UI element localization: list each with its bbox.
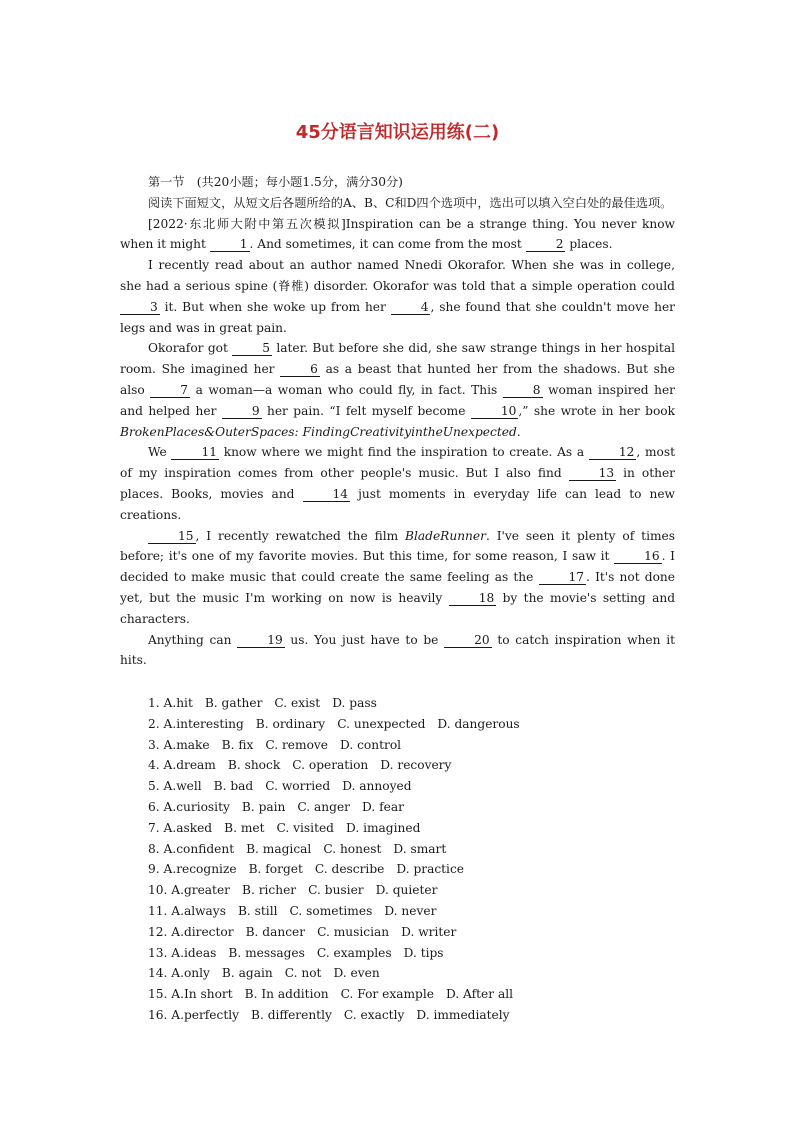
- option-d: D. After all: [445, 987, 514, 1002]
- book-title: BrokenPlaces&OuterSpaces: FindingCreativityintheUnexpected: [120, 424, 517, 439]
- text: woman inspired her and helped her: [120, 382, 675, 418]
- text: know where we might find the inspiration to create. As a: [218, 445, 589, 460]
- option-d: D. writer: [401, 924, 457, 939]
- question-number: 8.: [148, 841, 160, 856]
- section-heading: [120, 172, 675, 193]
- text: us. You just have to be: [284, 632, 445, 647]
- question-row: [148, 735, 675, 756]
- question-number: 14.: [148, 966, 168, 981]
- blank: 13: [569, 466, 617, 481]
- question-row: [148, 797, 675, 818]
- option-b: B. ordinary: [255, 716, 326, 731]
- question-row: [148, 755, 675, 776]
- text: just moments in everyday life can lead to new creations.: [120, 486, 675, 522]
- text: a woman—a woman who could fly, in fact. This: [190, 382, 503, 397]
- question-number: 16.: [148, 1007, 168, 1022]
- text: it. But when she woke up from her: [159, 299, 391, 314]
- option-c: C. honest: [323, 841, 382, 856]
- option-b: B. richer: [241, 883, 297, 898]
- text: . I decided to make music that could create the same feeling as the: [120, 549, 675, 585]
- question-number: 4.: [148, 758, 160, 773]
- option-a: A.dream: [163, 758, 216, 773]
- text: .: [516, 424, 521, 439]
- question-row: [148, 943, 675, 964]
- question-row: [148, 776, 675, 797]
- option-a: A.well: [163, 779, 202, 794]
- option-b: B. forget: [248, 862, 303, 877]
- option-d: D. control: [340, 737, 402, 752]
- option-b: B. gather: [204, 696, 263, 710]
- option-d: D. immediately: [416, 1007, 510, 1022]
- question-row: [148, 1005, 675, 1026]
- text: We: [148, 445, 172, 460]
- option-b: B. dancer: [245, 924, 306, 939]
- blank: 11: [171, 445, 219, 460]
- blank: 5: [232, 341, 272, 356]
- blank: 18: [449, 591, 497, 606]
- question-number: 15.: [148, 987, 168, 1002]
- option-d: D. recovery: [380, 758, 452, 773]
- option-c: C. For example: [340, 987, 434, 1002]
- question-options: [148, 693, 675, 1026]
- option-c: C. sometimes: [289, 903, 373, 918]
- option-b: B. shock: [227, 758, 281, 773]
- option-a: A.In short: [171, 987, 233, 1002]
- text: to catch inspiration when it hits.: [120, 632, 675, 668]
- question-number: 6.: [148, 799, 160, 814]
- option-d: D. annoyed: [342, 779, 412, 794]
- paragraph-2: [120, 255, 675, 338]
- option-a: A.only: [171, 966, 210, 981]
- option-d: D. practice: [396, 862, 464, 877]
- text: I recently read about an author named Nnedi Okorafor. When she was in college, she had a serious spine (脊椎) disorder. Okorafor was told that a simple operation could: [120, 258, 675, 293]
- option-b: B. In addition: [244, 987, 329, 1002]
- text: as a beast that hunted her from the shadows. But she also: [120, 362, 675, 397]
- option-b: B. magical: [246, 841, 312, 856]
- blank: 16: [614, 549, 662, 564]
- section-heading-text: 第一节 (共20小题；每小题1.5分，满分30分): [148, 175, 403, 189]
- option-d: D. never: [384, 903, 437, 918]
- option-b: B. pain: [241, 799, 286, 814]
- option-b: B. again: [221, 966, 273, 981]
- text: . And sometimes, it can come from the most: [249, 237, 526, 252]
- passage: [120, 172, 675, 671]
- question-row: [148, 901, 675, 922]
- option-a: A.interesting: [163, 716, 244, 731]
- blank: 2: [526, 237, 566, 252]
- option-c: C. operation: [292, 758, 369, 773]
- option-a: A.make: [163, 737, 210, 752]
- question-number: 7.: [148, 820, 160, 835]
- question-number: 10.: [148, 883, 168, 898]
- option-a: A.perfectly: [171, 1007, 240, 1022]
- question-row: [148, 859, 675, 880]
- option-c: C. busier: [308, 883, 364, 898]
- question-number: 1.: [148, 696, 160, 710]
- text: , she found that she couldn't move her legs and was in great pain.: [120, 299, 675, 335]
- option-d: D. imagined: [346, 820, 421, 835]
- question-number: 9.: [148, 862, 160, 877]
- option-a: A.ideas: [171, 945, 217, 960]
- option-b: B. fix: [221, 737, 254, 752]
- text: . It's not done yet, but the music I'm working on now is heavily: [120, 570, 675, 605]
- blank: 20: [444, 633, 492, 648]
- option-d: D. quieter: [375, 883, 438, 898]
- question-row: [148, 714, 675, 735]
- blank: 1: [210, 237, 250, 252]
- option-c: C. exist: [274, 696, 321, 710]
- option-d: D. tips: [403, 945, 444, 960]
- question-row: [148, 984, 675, 1005]
- paragraph-1: [120, 214, 675, 256]
- blank: 9: [222, 404, 262, 419]
- page-title: 45分语言知识运用练(二): [295, 122, 500, 143]
- paragraph-4: [120, 442, 675, 525]
- paragraph-6: [120, 630, 675, 672]
- option-c: C. examples: [316, 945, 392, 960]
- option-d: D. even: [333, 966, 380, 981]
- option-c: C. visited: [276, 820, 334, 835]
- text: Okorafor got: [148, 341, 233, 356]
- blank: 19: [237, 633, 285, 648]
- blank: 8: [503, 383, 543, 398]
- question-row: [148, 818, 675, 839]
- option-c: C. anger: [297, 799, 351, 814]
- option-d: D. fear: [362, 799, 404, 814]
- question-number: 2.: [148, 716, 160, 731]
- question-row: [148, 839, 675, 860]
- question-number: 12.: [148, 924, 168, 939]
- option-a: A.director: [171, 924, 234, 939]
- text: , I recently rewatched the film: [195, 528, 406, 543]
- option-b: B. met: [224, 820, 265, 835]
- option-a: A.hit: [163, 696, 193, 710]
- option-c: C. unexpected: [337, 716, 426, 731]
- text: later. But before she did, she saw strange things in her hospital room. She imagined her: [120, 341, 675, 377]
- option-c: C. exactly: [343, 1007, 405, 1022]
- instruction-text: 阅读下面短文，从短文后各题所给的A、B、C和D四个选项中，选出可以填入空白处的最佳选项。: [148, 195, 673, 210]
- text: by the movie's setting and characters.: [120, 590, 675, 626]
- question-row: [148, 922, 675, 943]
- text: , most of my inspiration comes from other people's music. But I also find: [120, 445, 676, 481]
- blank: 15: [148, 529, 196, 544]
- option-a: A.recognize: [163, 862, 237, 877]
- question-number: 11.: [148, 903, 168, 918]
- paragraph-3: [120, 338, 675, 442]
- blank: 3: [120, 300, 160, 315]
- option-b: B. messages: [228, 945, 305, 960]
- paragraph-5: [120, 526, 675, 630]
- blank: 10: [471, 404, 519, 419]
- question-row: [148, 963, 675, 984]
- option-a: A.confident: [163, 841, 235, 856]
- option-d: D. pass: [332, 696, 377, 710]
- option-b: B. differently: [251, 1007, 332, 1022]
- option-d: D. dangerous: [437, 716, 520, 731]
- blank: 7: [150, 383, 190, 398]
- text: ,” she wrote in her book: [518, 403, 675, 418]
- text: [2022·东北师大附中第五次模拟]Inspiration can be a strange thing. You never know when it might: [120, 216, 675, 252]
- blank: 4: [391, 300, 431, 315]
- blank: 12: [589, 445, 637, 460]
- option-b: B. bad: [213, 779, 254, 794]
- question-number: 3.: [148, 737, 160, 752]
- option-c: C. describe: [314, 862, 385, 877]
- option-d: D. smart: [393, 841, 447, 856]
- blank: 6: [280, 362, 320, 377]
- text: . I've seen it plenty of times before; it's one of my favorite movies. But this time, for some reason, I saw it: [120, 528, 675, 564]
- option-c: C. not: [284, 966, 322, 981]
- option-c: C. musician: [317, 924, 390, 939]
- blank: 17: [539, 570, 587, 585]
- blank: 14: [303, 487, 351, 502]
- option-a: A.asked: [163, 820, 213, 835]
- text: Anything can: [148, 632, 238, 647]
- option-a: A.always: [171, 903, 226, 918]
- option-b: B. still: [237, 903, 278, 918]
- text: in other places. Books, movies and: [120, 466, 675, 501]
- text: her pain. “I felt myself become: [261, 403, 471, 418]
- option-c: C. worried: [265, 779, 331, 794]
- question-number: 13.: [148, 945, 168, 960]
- instruction: [120, 193, 675, 214]
- question-number: 5.: [148, 779, 160, 794]
- option-c: C. remove: [265, 737, 329, 752]
- option-a: A.greater: [171, 883, 230, 898]
- question-row: [148, 880, 675, 901]
- text: places.: [565, 237, 613, 252]
- question-row: [148, 693, 675, 714]
- film-title: BladeRunner: [405, 528, 486, 543]
- option-a: A.curiosity: [163, 799, 230, 814]
